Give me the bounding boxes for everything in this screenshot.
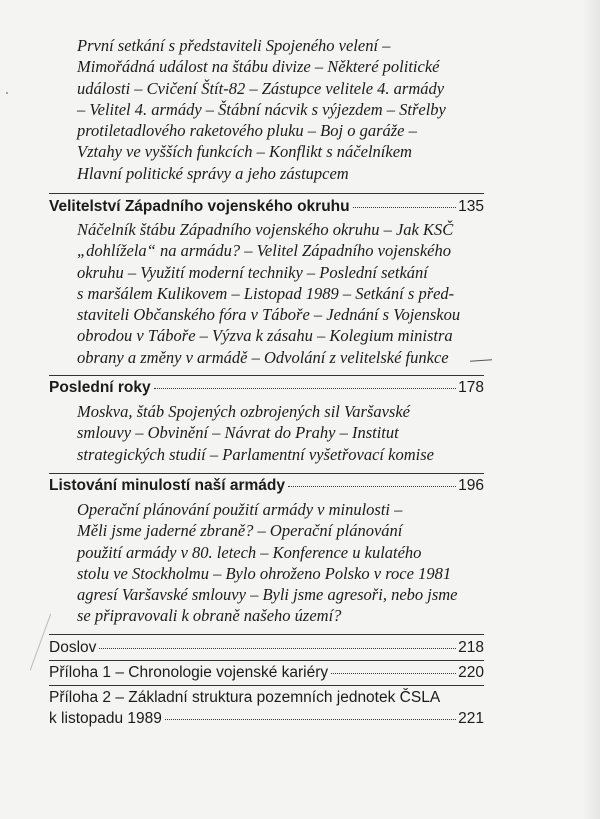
toc-entry-priloha-2-line1[interactable]: Příloha 2 – Základní struktura pozemních jednotek ČSLA — [49, 689, 441, 706]
section-rule — [49, 193, 484, 194]
dot-leader — [288, 486, 456, 487]
section-rule — [49, 660, 484, 661]
description-line: obrany a změny v armádě – Odvolání z velitelské funkce — [77, 347, 449, 367]
toc-entry-page: 196 — [458, 477, 484, 494]
description-line: staviteli Občanského fóra v Táboře – Jednání s Vojenskou — [77, 305, 461, 325]
toc-entry-priloha-1[interactable] — [49, 664, 484, 682]
section-rule — [49, 473, 484, 474]
dot-leader — [99, 648, 456, 649]
intro-line: První setkání s představiteli Spojeného velení – — [77, 36, 391, 55]
toc-entry-title: Příloha 1 – Chronologie vojenské kariéry — [49, 664, 329, 681]
intro-line: protiletadlového raketového pluku – Boj o garáže – — [77, 121, 417, 141]
toc-entry-title: Poslední roky — [49, 379, 151, 396]
toc-entry-page: 221 — [458, 710, 484, 727]
intro-description — [77, 35, 446, 184]
section-rule — [49, 634, 484, 635]
toc-entry-priloha-2[interactable] — [49, 710, 484, 728]
scan-speck — [6, 92, 8, 94]
toc-entry-page: 218 — [458, 639, 484, 656]
toc-entry-listovani[interactable] — [49, 477, 484, 495]
dot-leader — [165, 719, 456, 720]
toc-entry-posledni-roky[interactable] — [49, 379, 484, 397]
section-rule — [49, 685, 484, 686]
intro-line: Mimořádná událost na štábu divize – Některé politické — [77, 57, 440, 77]
chapter-description — [77, 401, 434, 465]
pen-stroke — [470, 359, 492, 362]
toc-entry-title: Velitelství Západního vojenského okruhu — [49, 198, 350, 215]
toc-entry-title: Doslov — [49, 639, 97, 656]
description-line: Měli jsme jaderné zbraně? – Operační plánování — [77, 521, 403, 541]
intro-line: Vztahy ve vyšších funkcích – Konflikt s náčelníkem — [77, 142, 412, 162]
description-line: se připravovali k obraně našeho území? — [77, 606, 342, 626]
toc-entry-title: k listopadu 1989 — [49, 710, 162, 727]
toc-entry-title: Listování minulostí naší armády — [49, 477, 286, 494]
description-line: okruhu – Využití moderní techniky – Poslední setkání — [77, 262, 428, 282]
description-line: s maršálem Kulikovem – Listopad 1989 – Setkání s před- — [77, 283, 455, 303]
description-line: obrodou v Táboře – Výzva k zásahu – Kolegium ministra — [77, 326, 453, 346]
dot-leader — [331, 673, 456, 674]
intro-line: Hlavní politické správy a jeho zástupcem — [77, 163, 349, 183]
description-line: Náčelník štábu Západního vojenského okruhu – Jak KSČ — [77, 220, 454, 239]
description-line: Moskva, štáb Spojených ozbrojených sil Varšavské — [77, 402, 410, 421]
chapter-description — [77, 499, 458, 627]
dot-leader — [353, 207, 457, 208]
toc-entry-page: 135 — [458, 198, 484, 215]
intro-line: – Velitel 4. armády – Štábní nácvik s výjezdem – Střelby — [77, 99, 446, 119]
description-line: Operační plánování použití armády v minulosti – — [77, 500, 403, 519]
toc-entry-velitelstvi[interactable] — [49, 198, 484, 216]
dot-leader — [154, 388, 456, 389]
description-line: agresí Varšavské smlouvy – Byli jsme agresoři, nebo jsme — [77, 585, 458, 605]
margin-pencil-mark — [30, 614, 51, 671]
toc-entry-doslov[interactable] — [49, 639, 484, 657]
toc-entry-page: 220 — [458, 664, 484, 681]
description-line: stolu ve Stockholmu – Bylo ohroženo Polsko v roce 1981 — [77, 563, 452, 583]
description-line: smlouvy – Obvinění – Návrat do Prahy – Institut — [77, 423, 399, 443]
intro-line: události – Cvičení Štít-82 – Zástupce velitele 4. armády — [77, 78, 445, 98]
page-edge-shadow — [582, 0, 600, 819]
toc-entry-page: 178 — [458, 379, 484, 396]
description-line: použití armády v 80. letech – Konference u kulatého — [77, 542, 422, 562]
section-rule — [49, 375, 484, 376]
description-line: „dohlížela“ na armádu? – Velitel Západního vojenského — [77, 241, 451, 261]
chapter-description — [77, 219, 460, 368]
description-line: strategických studií – Parlamentní vyšetřovací komise — [77, 444, 434, 464]
